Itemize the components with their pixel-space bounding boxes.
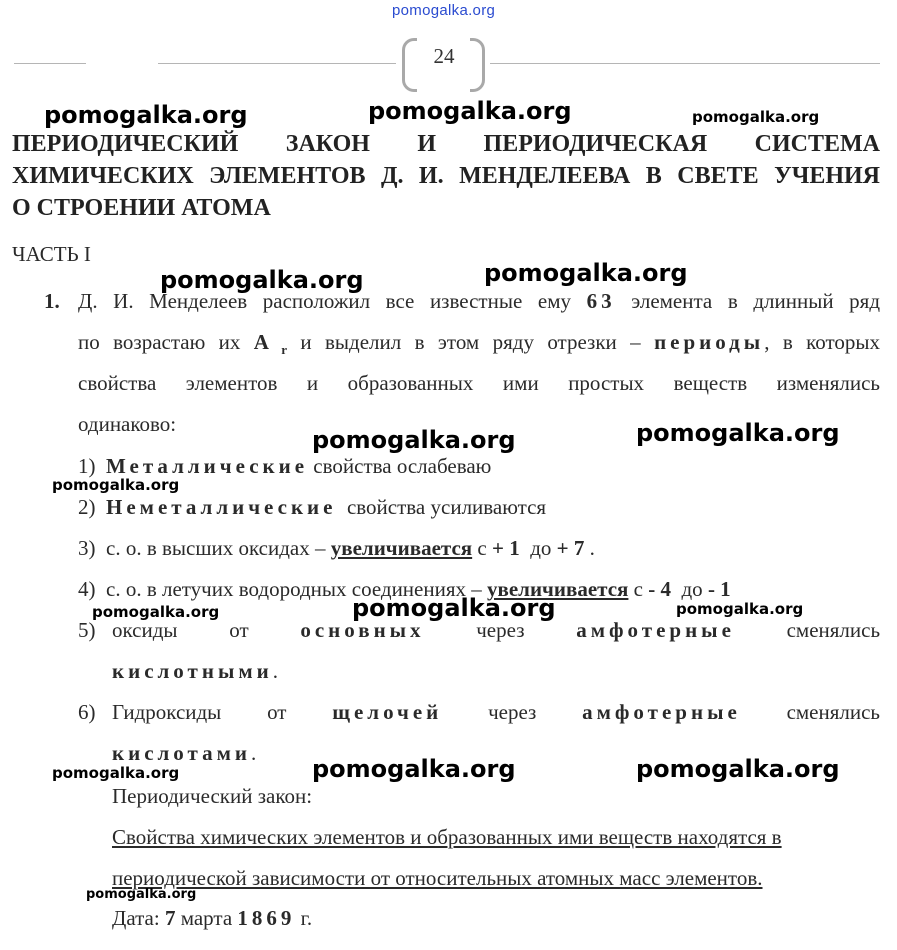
date-label: Дата:: [112, 906, 160, 930]
list-item-number: 4): [78, 577, 96, 601]
date-suffix: г.: [300, 906, 313, 930]
answer-element-count: 63: [586, 289, 616, 313]
watermark: pomogalka.org: [52, 476, 180, 494]
watermark: pomogalka.org: [44, 101, 248, 129]
answer-periods: периоды: [654, 330, 765, 354]
list-item-3: [78, 536, 595, 560]
answer-amphoteric: амфотерные: [582, 700, 741, 724]
task-line-3: свойства элементов и образованных ими простых веществ изменялись: [78, 371, 880, 395]
watermark: pomogalka.org: [86, 887, 197, 902]
law-label: Периодический закон:: [112, 784, 313, 808]
page-number: 24: [433, 44, 455, 68]
watermark: pomogalka.org: [352, 594, 556, 622]
watermark: pomogalka.org: [636, 755, 840, 783]
list-item-number: 3): [78, 536, 96, 560]
header-rule-left-2: [158, 63, 396, 64]
list-item-text: .: [272, 659, 278, 683]
list-item-text: от: [229, 618, 249, 642]
watermark: pomogalka.org: [312, 426, 516, 454]
answer-ar: A: [253, 330, 268, 354]
list-item-text: от: [267, 700, 287, 724]
list-item-text: сменялись: [786, 618, 881, 642]
list-item-text: .: [589, 536, 595, 560]
law-text-line-1: Свойства химических элементов и образованных ими веществ находятся в: [112, 825, 782, 849]
watermark: pomogalka.org: [484, 259, 688, 287]
answer-alkalis: щелочей: [332, 700, 443, 724]
answer-increases: увеличивается: [487, 577, 629, 601]
task-line-1-text: Д. И. Менделеев расположил все известные ему: [78, 289, 571, 313]
list-item-text: оксиды: [112, 618, 178, 642]
answer-basic: основных: [300, 618, 425, 642]
chapter-title-line-3: О СТРОЕНИИ АТОМА: [12, 195, 271, 221]
list-item-text: Гидроксиды: [112, 700, 222, 724]
law-text-line-2: периодической зависимости от относительных атомных масс элементов.: [112, 866, 763, 890]
answer-acidic: кислотными: [112, 659, 273, 683]
list-item-1: [78, 454, 491, 478]
watermark: pomogalka.org: [676, 600, 804, 618]
chapter-title-line-1: ПЕРИОДИЧЕСКИЙ ЗАКОН И ПЕРИОДИЧЕСКАЯ СИСТЕМА: [12, 131, 880, 157]
list-item-text: с. о. в высших оксидах –: [106, 536, 326, 560]
header-rule-left: [14, 63, 86, 64]
list-item-text: с: [633, 577, 643, 601]
list-item-text: с. о. в летучих водородных соединениях –: [106, 577, 482, 601]
list-item-5-number: 5): [78, 618, 96, 642]
page-number-bracket-left: [402, 38, 417, 92]
part-heading: ЧАСТЬ I: [12, 242, 91, 266]
list-item-5-cont: [112, 659, 278, 683]
page-number-bracket-right: [470, 38, 485, 92]
task-line-1-text-end: элемента в длинный ряд: [631, 289, 881, 313]
chapter-title-line-2: ХИМИЧЕСКИХ ЭЛЕМЕНТОВ Д. И. МЕНДЕЛЕЕВА В СВЕТЕ УЧЕНИЯ: [12, 163, 880, 189]
list-item-6-cont: [112, 741, 256, 765]
discovery-date: [112, 906, 312, 930]
list-item-number: 2): [78, 495, 96, 519]
list-item-text: свойства ослабеваю: [313, 454, 492, 478]
watermark: pomogalka.org: [636, 419, 840, 447]
answer-nonmetallic: Неметаллические: [106, 495, 337, 519]
chapter-title: [12, 128, 880, 224]
watermark: pomogalka.org: [52, 764, 180, 782]
answer-acids: кислотами: [112, 741, 252, 765]
answer-amphoteric: амфотерные: [576, 618, 735, 642]
list-item-text: с: [477, 536, 487, 560]
list-item-text: сменялись: [786, 700, 881, 724]
list-item-text: до: [681, 577, 703, 601]
answer-to-value: - 1: [707, 577, 731, 601]
watermark: pomogalka.org: [312, 755, 516, 783]
header-rule-right: [490, 63, 880, 64]
watermark: pomogalka.org: [92, 603, 220, 621]
watermark: pomogalka.org: [692, 108, 820, 126]
task-line-2-text-end: , в которых: [764, 330, 881, 354]
list-item-2: [78, 495, 546, 519]
task-line-2-text: по возрастаю их: [78, 330, 241, 354]
answer-to-value: + 7: [556, 536, 585, 560]
task-line-2-text-mid: и выделил в этом ряду отрезки –: [300, 330, 641, 354]
list-item-text: .: [251, 741, 257, 765]
answer-ar-subscript: r: [281, 342, 287, 358]
answer-from-value: - 4: [648, 577, 671, 601]
answer-date-year: 1869: [237, 906, 296, 930]
list-item-text: свойства усиливаются: [346, 495, 547, 519]
answer-metallic: Металлические: [106, 454, 309, 478]
site-watermark-top: pomogalka.org: [392, 2, 496, 19]
task-line-2: [78, 330, 880, 362]
answer-from-value: + 1: [491, 536, 520, 560]
answer-increases: увеличивается: [330, 536, 473, 560]
answer-date-month: марта: [180, 906, 233, 930]
watermark: pomogalka.org: [160, 266, 364, 294]
list-item-6: [112, 700, 880, 724]
list-item-text: через: [488, 700, 537, 724]
task-number: 1.: [44, 289, 60, 313]
list-item-number: 1): [78, 454, 96, 478]
list-item-text: через: [476, 618, 525, 642]
watermark: pomogalka.org: [368, 97, 572, 125]
task-line-4: одинаково:: [78, 412, 177, 436]
list-item-text: до: [530, 536, 552, 560]
list-item-6-number: 6): [78, 700, 96, 724]
answer-date-day: 7: [164, 906, 176, 930]
